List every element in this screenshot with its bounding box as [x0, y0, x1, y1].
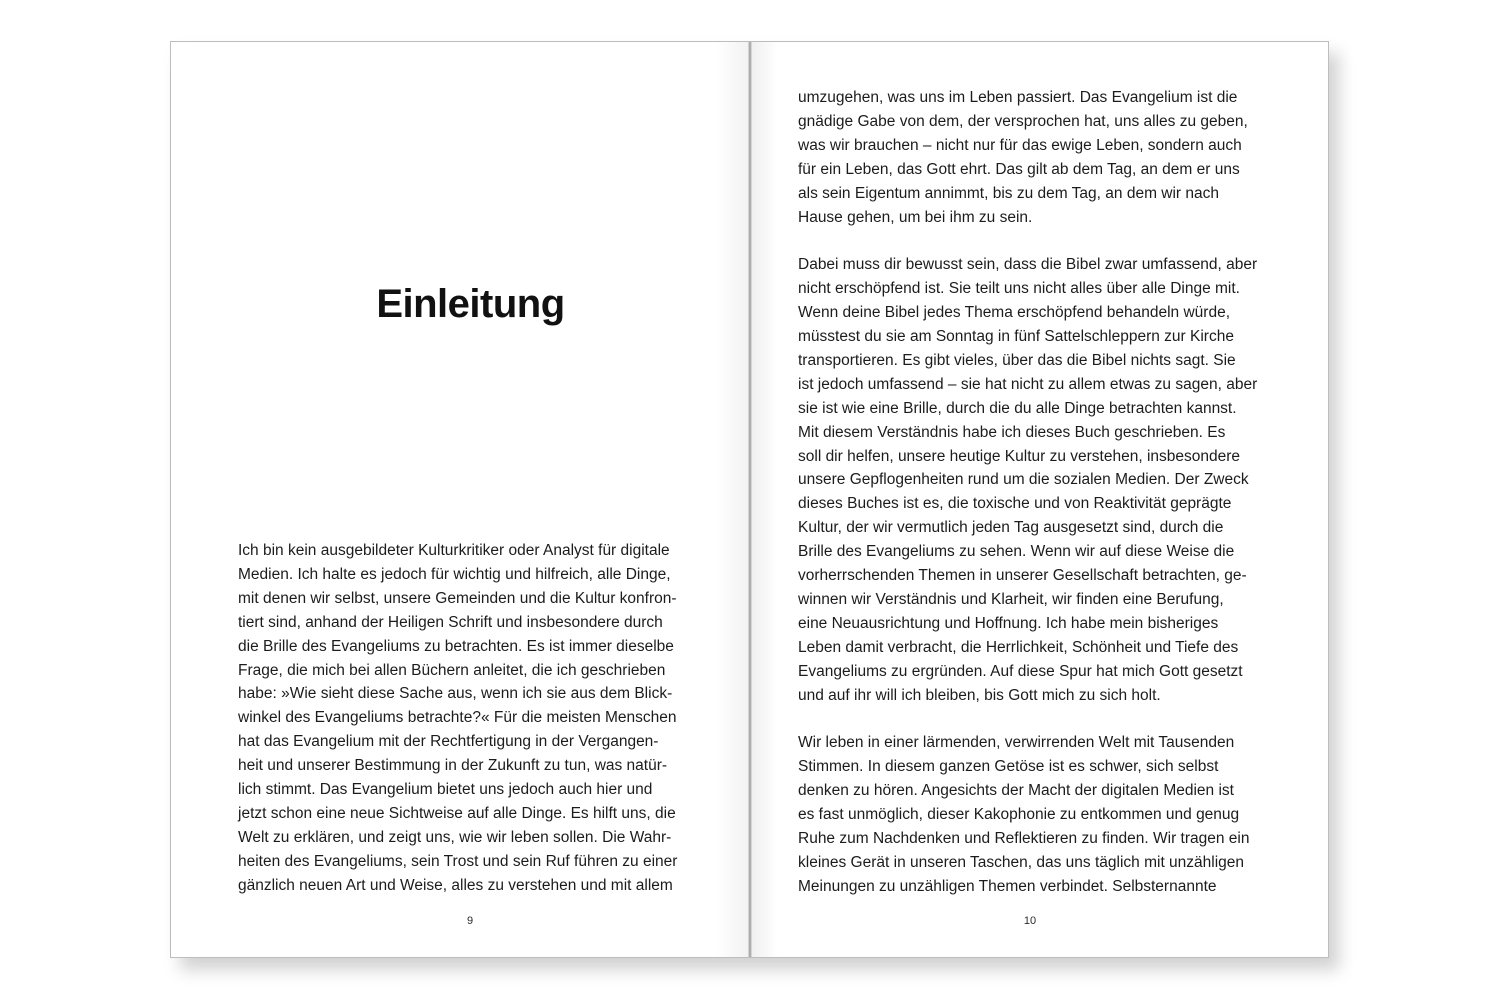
text-line: dieses Buches ist es, die toxische und von Reaktivität geprägte: [798, 495, 1232, 513]
text-line: denken zu hören. Angesichts der Macht der digitalen Medien ist: [798, 782, 1234, 800]
text-line: Kultur, der wir vermutlich jeden Tag ausgesetzt sind, durch die: [798, 519, 1224, 537]
text-line: Dabei muss dir bewusst sein, dass die Bibel zwar umfassend, aber: [798, 256, 1258, 274]
text-line: ist jedoch umfassend – sie hat nicht zu allem etwas zu sagen, aber: [798, 375, 1258, 393]
text-line: als sein Eigentum annimmt, bis zu dem Tag, an dem wir nach: [798, 184, 1219, 202]
text-line: gnädige Gabe von dem, der versprochen hat, uns alles zu geben,: [798, 112, 1248, 130]
text-line: Leben damit verbracht, die Herrlichkeit, Schönheit und Tiefe des: [798, 638, 1239, 656]
text-line: sie ist wie eine Brille, durch die du alle Dinge betrachten kannst.: [798, 399, 1237, 417]
text-line: Hause gehen, um bei ihm zu sein.: [798, 208, 1033, 226]
text-line: müsstest du sie am Sonntag in fünf Sattelschleppern zur Kirche: [798, 328, 1234, 346]
text-line: hat das Evangelium mit der Rechtfertigung in der Vergangen-: [238, 733, 659, 751]
right-page-body: [798, 86, 1262, 899]
text-line: Medien. Ich halte es jedoch für wichtig und hilfreich, alle Dinge,: [238, 565, 671, 583]
chapter-title: Einleitung: [376, 282, 565, 326]
text-line: und auf ihr will ich bleiben, bis Gott mich zu sich holt.: [798, 686, 1161, 704]
text-line: eine Neuausrichtung und Hoffnung. Ich habe mein bisheriges: [798, 614, 1219, 632]
text-line: für ein Leben, das Gott ehrt. Das gilt ab dem Tag, an dem er uns: [798, 160, 1240, 178]
text-line: Ruhe zum Nachdenken und Reflektieren zu finden. Wir tragen ein: [798, 830, 1250, 848]
text-line: umzugehen, was uns im Leben passiert. Das Evangelium ist die: [798, 89, 1238, 106]
text-line: heit und unserer Bestimmung in der Zukunft zu tun, was natür-: [238, 757, 668, 775]
gutter-shadow-left: [716, 42, 748, 957]
gutter-shadow-right: [752, 42, 778, 957]
text-line: Ich bin kein ausgebildeter Kulturkritiker oder Analyst für digitale: [238, 542, 670, 559]
text-line: habe: »Wie sieht diese Sache aus, wenn ich sie aus dem Blick-: [238, 685, 673, 703]
page-number-right: 10: [1023, 915, 1037, 927]
text-line: mit denen wir selbst, unsere Gemeinden und die Kultur konfron-: [238, 589, 677, 607]
text-line: unsere Gepflogenheiten rund um die sozialen Medien. Der Zweck: [798, 471, 1249, 489]
book-spread: [170, 41, 1329, 958]
text-line: Frage, die mich bei allen Büchern anleitet, die ich geschrieben: [238, 661, 666, 679]
text-line: Brille des Evangeliums zu sehen. Wenn wir auf diese Weise die: [798, 543, 1235, 561]
text-line: winkel des Evangeliums betrachte?« Für die meisten Menschen: [238, 709, 677, 727]
text-line: die Brille des Evangeliums zu betrachten. Es ist immer dieselbe: [238, 637, 674, 655]
text-line: kleines Gerät in unseren Taschen, das uns täglich mit unzähligen: [798, 853, 1245, 871]
text-line: Wir leben in einer lärmenden, verwirrenden Welt mit Tausenden: [798, 734, 1235, 752]
left-page: [171, 42, 750, 957]
text-line: Meinungen zu unzähligen Themen verbindet. Selbsternannte: [798, 877, 1217, 895]
text-line: Stimmen. In diesem ganzen Getöse ist es schwer, sich selbst: [798, 758, 1219, 776]
text-line: transportieren. Es gibt vieles, über das die Bibel nichts sagt. Sie: [798, 351, 1236, 369]
right-page: [750, 42, 1328, 957]
text-line: vorherrschenden Themen in unserer Gesellschaft betrachten, ge-: [798, 567, 1247, 585]
text-line: tiert sind, anhand der Heiligen Schrift und insbesondere durch: [238, 613, 663, 631]
book-gutter: [748, 42, 752, 957]
text-line: was wir brauchen – nicht nur für das ewige Leben, sondern auch: [798, 136, 1242, 154]
paragraph: [798, 86, 1262, 229]
text-line: Evangeliums zu ergründen. Auf diese Spur hat mich Gott gesetzt: [798, 662, 1243, 680]
text-line: es fast unmöglich, dieser Kakophonie zu entkommen und genug: [798, 806, 1240, 824]
paragraph: [798, 731, 1262, 898]
text-line: Wenn deine Bibel jedes Thema erschöpfend behandeln würde,: [798, 304, 1231, 322]
text-line: jetzt schon eine neue Sichtweise auf alle Dinge. Es hilft uns, die: [238, 804, 676, 822]
text-line: Welt zu erklären, und zeigt uns, wie wir leben sollen. Die Wahr-: [238, 828, 672, 846]
text-line: gänzlich neuen Art und Weise, alles zu verstehen und mit allem: [238, 876, 673, 894]
page-number-left: 9: [466, 915, 474, 927]
text-line: heiten des Evangeliums, sein Trost und sein Ruf führen zu einer: [238, 852, 678, 870]
text-line: lich stimmt. Das Evangelium bietet uns jedoch auch hier und: [238, 781, 653, 799]
left-page-body: [238, 539, 702, 898]
text-line: winnen wir Verständnis und Klarheit, wir finden eine Berufung,: [798, 591, 1224, 609]
text-line: nicht erschöpfend ist. Sie teilt uns nicht alles über alle Dinge mit.: [798, 280, 1240, 298]
text-line: Mit diesem Verständnis habe ich dieses Buch geschrieben. Es: [798, 423, 1226, 441]
text-line: soll dir helfen, unsere heutige Kultur zu verstehen, insbesondere: [798, 447, 1241, 465]
paragraph: [798, 253, 1262, 707]
